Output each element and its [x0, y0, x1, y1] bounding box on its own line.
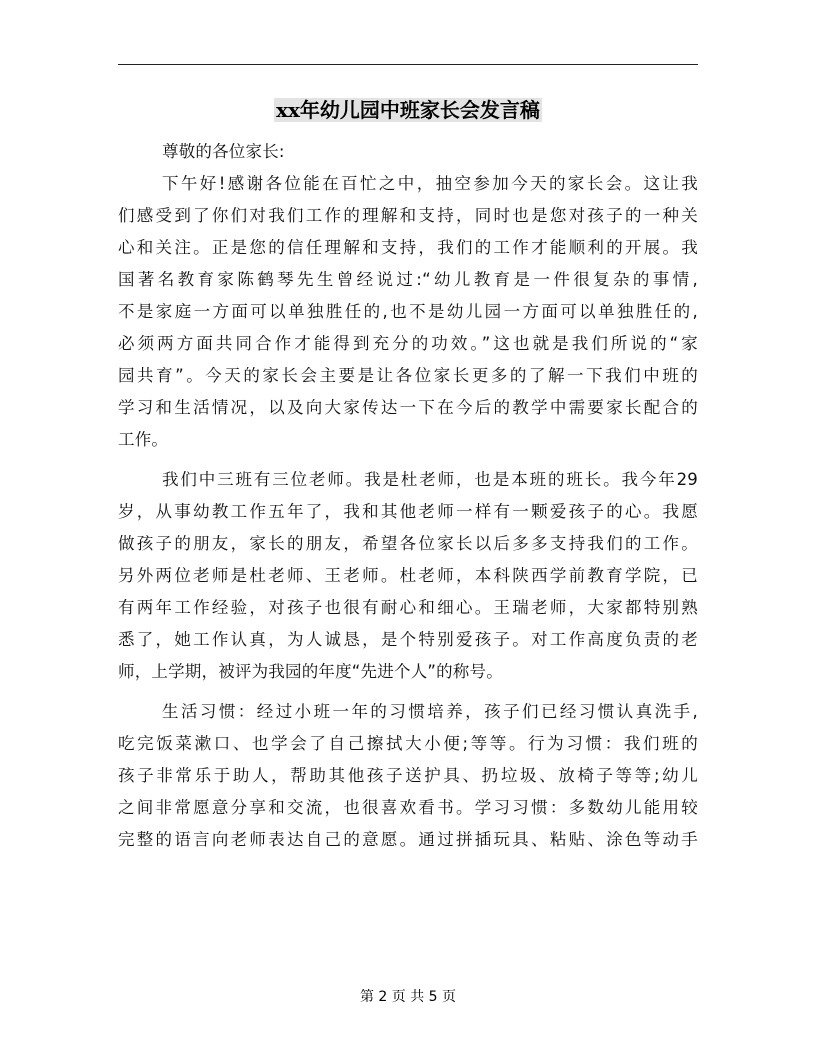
salutation: 尊敬的各位家长:	[162, 142, 285, 161]
paragraph-2-line-4: 另外两位老师是杜老师、王老师。杜老师，本科陕西学前教育学院，已	[118, 566, 698, 585]
paragraph-2-line-1: 我们中三班有三位老师。我是杜老师，也是本班的班长。我今年29	[162, 470, 698, 489]
header-rule	[118, 64, 698, 65]
paragraph-1-line-5: 不是家庭一方面可以单独胜任的,也不是幼儿园一方面可以单独胜任的,	[118, 302, 698, 321]
paragraph-2-line-3: 做孩子的朋友，家长的朋友，希望各位家长以后多多支持我们的工作。	[118, 534, 698, 553]
paragraph-1-line-4: 国著名教育家陈鹤琴先生曾经说过:“幼儿教育是一件很复杂的事情,	[118, 270, 698, 289]
paragraph-2-line-6: 悉了，她工作认真，为人诚恳，是个特别爱孩子。对工作高度负责的老	[118, 630, 698, 649]
paragraph-3-line-5: 完整的语言向老师表达自己的意愿。通过拼插玩具、粘贴、涂色等动手	[118, 830, 698, 849]
paragraph-2-line-5: 有两年工作经验，对孩子也很有耐心和细心。王瑞老师，大家都特别熟	[118, 598, 698, 617]
paragraph-gap	[118, 688, 698, 696]
paragraph-3-line-1: 生活习惯：经过小班一年的习惯培养，孩子们已经习惯认真洗手,	[162, 702, 698, 721]
paragraph-3-line-3: 孩子非常乐于助人，帮助其他孩子送护具、扔垃圾、放椅子等等;幼儿	[118, 766, 698, 785]
paragraph-1-line-3: 心和关注。正是您的信任理解和支持，我们的工作才能顺利的开展。我	[118, 238, 698, 257]
paragraph-1-line-8: 学习和生活情况，以及向大家传达一下在今后的教学中需要家长配合的	[118, 398, 698, 417]
paragraph-3-line-4: 之间非常愿意分享和交流，也很喜欢看书。学习习惯：多数幼儿能用较	[118, 798, 698, 817]
document-body	[118, 136, 698, 856]
paragraph-2-line-2: 岁，从事幼教工作五年了，我和其他老师一样有一颗爱孩子的心。我愿	[118, 502, 698, 521]
paragraph-1-line-9: 工作。	[118, 430, 169, 449]
paragraph-2-line-7: 师，上学期，被评为我园的年度“先进个人”的称号。	[118, 662, 503, 681]
paragraph-1-line-1: 下午好!感谢各位能在百忙之中，抽空参加今天的家长会。这让我	[162, 174, 698, 193]
document-title-text: xx年幼儿园中班家长会发言稿	[276, 98, 540, 122]
paragraph-gap	[118, 456, 698, 464]
paragraph-1-line-7: 园共育”。今天的家长会主要是让各位家长更多的了解一下我们中班的	[118, 366, 698, 385]
page-number-footer: 第 2 页 共 5 页	[359, 989, 457, 1005]
paragraph-1-line-2: 们感受到了你们对我们工作的理解和支持，同时也是您对孩子的一种关	[118, 206, 698, 225]
paragraph-1-line-6: 必须两方面共同合作才能得到充分的功效。”这也就是我们所说的“家	[118, 334, 698, 353]
paragraph-3-line-2: 吃完饭菜漱口、也学会了自己擦拭大小便;等等。行为习惯：我们班的	[118, 734, 698, 753]
document-title	[0, 95, 816, 125]
